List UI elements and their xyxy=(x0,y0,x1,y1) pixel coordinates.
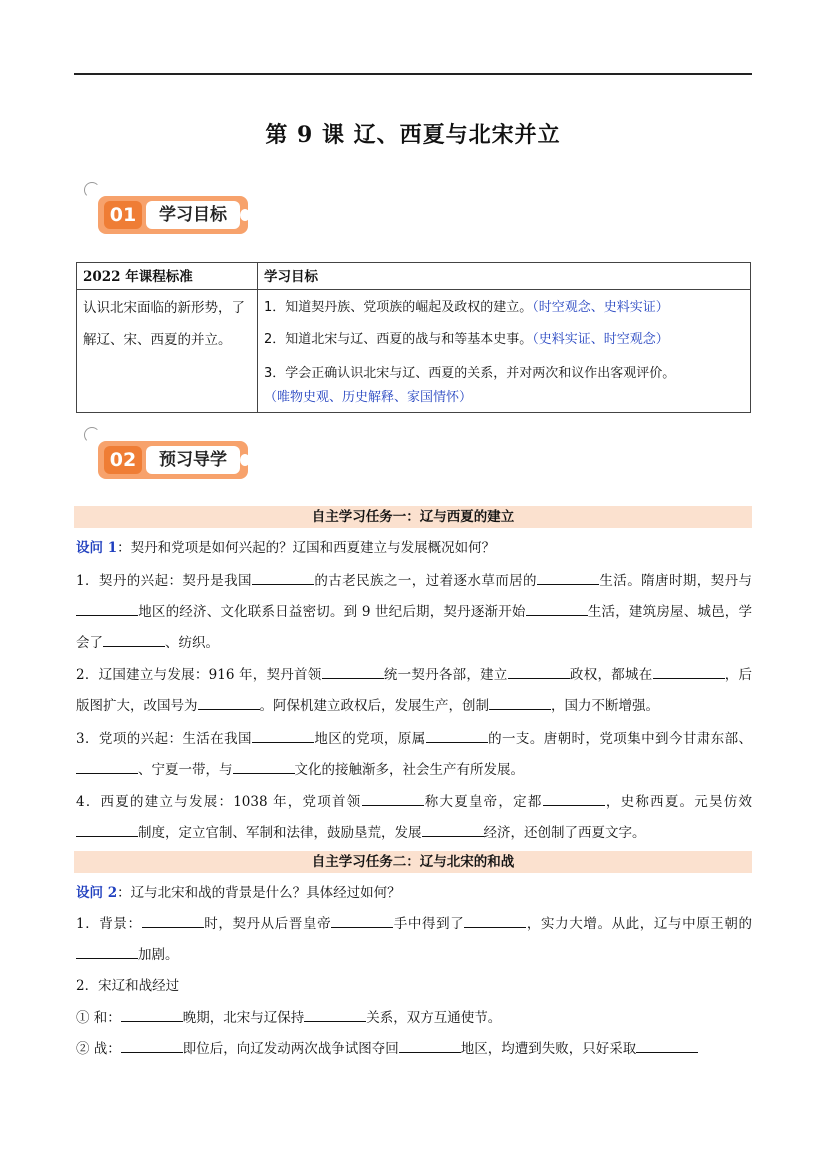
section-badge-02 xyxy=(84,437,242,485)
task1-question: 设问 1：契丹和党项是如何兴起的？辽国和西夏建立与发展概况如何？ xyxy=(76,540,496,556)
fill-blank[interactable] xyxy=(198,695,260,710)
fill-blank[interactable] xyxy=(399,1038,461,1053)
fill-blank[interactable] xyxy=(252,570,314,585)
fill-blank[interactable] xyxy=(422,822,484,837)
section-badge-01 xyxy=(84,192,242,240)
fill-blank[interactable] xyxy=(526,601,588,616)
fill-blank[interactable] xyxy=(103,632,165,647)
task2-paragraph-2: 2．宋辽和战经过 xyxy=(76,978,180,994)
fill-blank[interactable] xyxy=(322,664,384,679)
badge-notch xyxy=(240,454,250,466)
task2-paragraph-4: ② 战： 即位后，向辽发动两次战争试图夺回 地区，均遭到失败，只好采取 xyxy=(76,1034,752,1065)
task2-paragraph-1: 1．背景： 时，契丹从后晋皇帝 手中得到了 ，实力大增。从此，辽与中原王朝的加剧。 xyxy=(76,909,752,971)
task2-title-bar: 自主学习任务二：辽与北宋的和战 xyxy=(74,851,752,873)
curl-decoration-icon xyxy=(84,182,100,198)
task2-question: 设问 2：辽与北宋和战的背景是什么？具体经过如何？ xyxy=(76,885,401,901)
fill-blank[interactable] xyxy=(508,664,570,679)
fill-blank[interactable] xyxy=(76,944,138,959)
page-title: 第 9 课 辽、西夏与北宋并立 xyxy=(265,122,561,148)
task1-paragraph-3: 3．党项的兴起：生活在我国 地区的党项，原属 的一支。唐朝时，党项集中到今甘肃东部、、宁夏一带，与 文化的接触渐多，社会生产有所发展。 xyxy=(76,724,752,786)
fill-blank[interactable] xyxy=(543,791,605,806)
fill-blank[interactable] xyxy=(653,664,725,679)
fill-blank[interactable] xyxy=(331,913,393,928)
task1-title-bar: 自主学习任务一：辽与西夏的建立 xyxy=(74,506,752,528)
task2-paragraph-3: ① 和： 晚期，北宋与辽保持 关系，双方互通使节。 xyxy=(76,1003,752,1034)
section-label: 预习导学 xyxy=(146,446,240,474)
fill-blank[interactable] xyxy=(304,1007,366,1022)
fill-blank[interactable] xyxy=(362,791,424,806)
fill-blank[interactable] xyxy=(76,759,138,774)
task1-paragraph-2: 2．辽国建立与发展：916 年，契丹首领 统一契丹各部，建立 政权，都城在 ，后版图扩大，改国号为 。阿保机建立政权后，发展生产，创制 ，国力不断增强。 xyxy=(76,660,752,722)
badge-notch xyxy=(240,209,250,221)
fill-blank[interactable] xyxy=(121,1038,183,1053)
fill-blank[interactable] xyxy=(121,1007,183,1022)
goal-item-1: 1．知道契丹族、党项族的崛起及政权的建立。（时空观念、史料实证） xyxy=(264,300,669,315)
task1-paragraph-4: 4．西夏的建立与发展：1038 年，党项首领 称大夏皇帝，定都 ，史称西夏。元昊仿效制度，定立官制、军制和法律，鼓励垦荒，发展 经济，还创制了西夏文字。 xyxy=(76,787,752,849)
fill-blank[interactable] xyxy=(233,759,295,774)
fill-blank[interactable] xyxy=(489,695,551,710)
fill-blank[interactable] xyxy=(464,913,526,928)
fill-blank[interactable] xyxy=(636,1038,698,1053)
top-rule xyxy=(74,73,752,75)
fill-blank[interactable] xyxy=(426,728,488,743)
section-number: 01 xyxy=(104,201,142,229)
objectives-table xyxy=(76,262,751,413)
section-number: 02 xyxy=(104,446,142,474)
goals-cell xyxy=(258,290,751,413)
fill-blank[interactable] xyxy=(76,822,138,837)
section-label: 学习目标 xyxy=(146,201,240,229)
curl-decoration-icon xyxy=(84,427,100,443)
table-header-goals: 学习目标 xyxy=(258,263,751,290)
fill-blank[interactable] xyxy=(537,570,599,585)
goal-item-2: 2．知道北宋与辽、西夏的战与和等基本史事。（史料实证、时空观念） xyxy=(264,332,669,347)
standard-cell: 认识北宋面临的新形势，了解辽、宋、西夏的并立。 xyxy=(77,290,258,413)
fill-blank[interactable] xyxy=(252,728,314,743)
table-header-standard: 2022 年课程标准 xyxy=(77,263,258,290)
fill-blank[interactable] xyxy=(142,913,204,928)
fill-blank[interactable] xyxy=(76,601,138,616)
task1-paragraph-1: 1．契丹的兴起：契丹是我国 的古老民族之一，过着逐水草而居的 生活。隋唐时期，契丹与地区的经济、文化联系日益密切。到 9 世纪后期，契丹逐渐开始 生活，建筑房屋、城邑，学会了 、纺织。 xyxy=(76,566,752,659)
goal-item-3: 3．学会正确认识北宋与辽、西夏的关系，并对两次和议作出客观评价。 （唯物史观、历史解释、家国情怀） xyxy=(264,366,676,405)
